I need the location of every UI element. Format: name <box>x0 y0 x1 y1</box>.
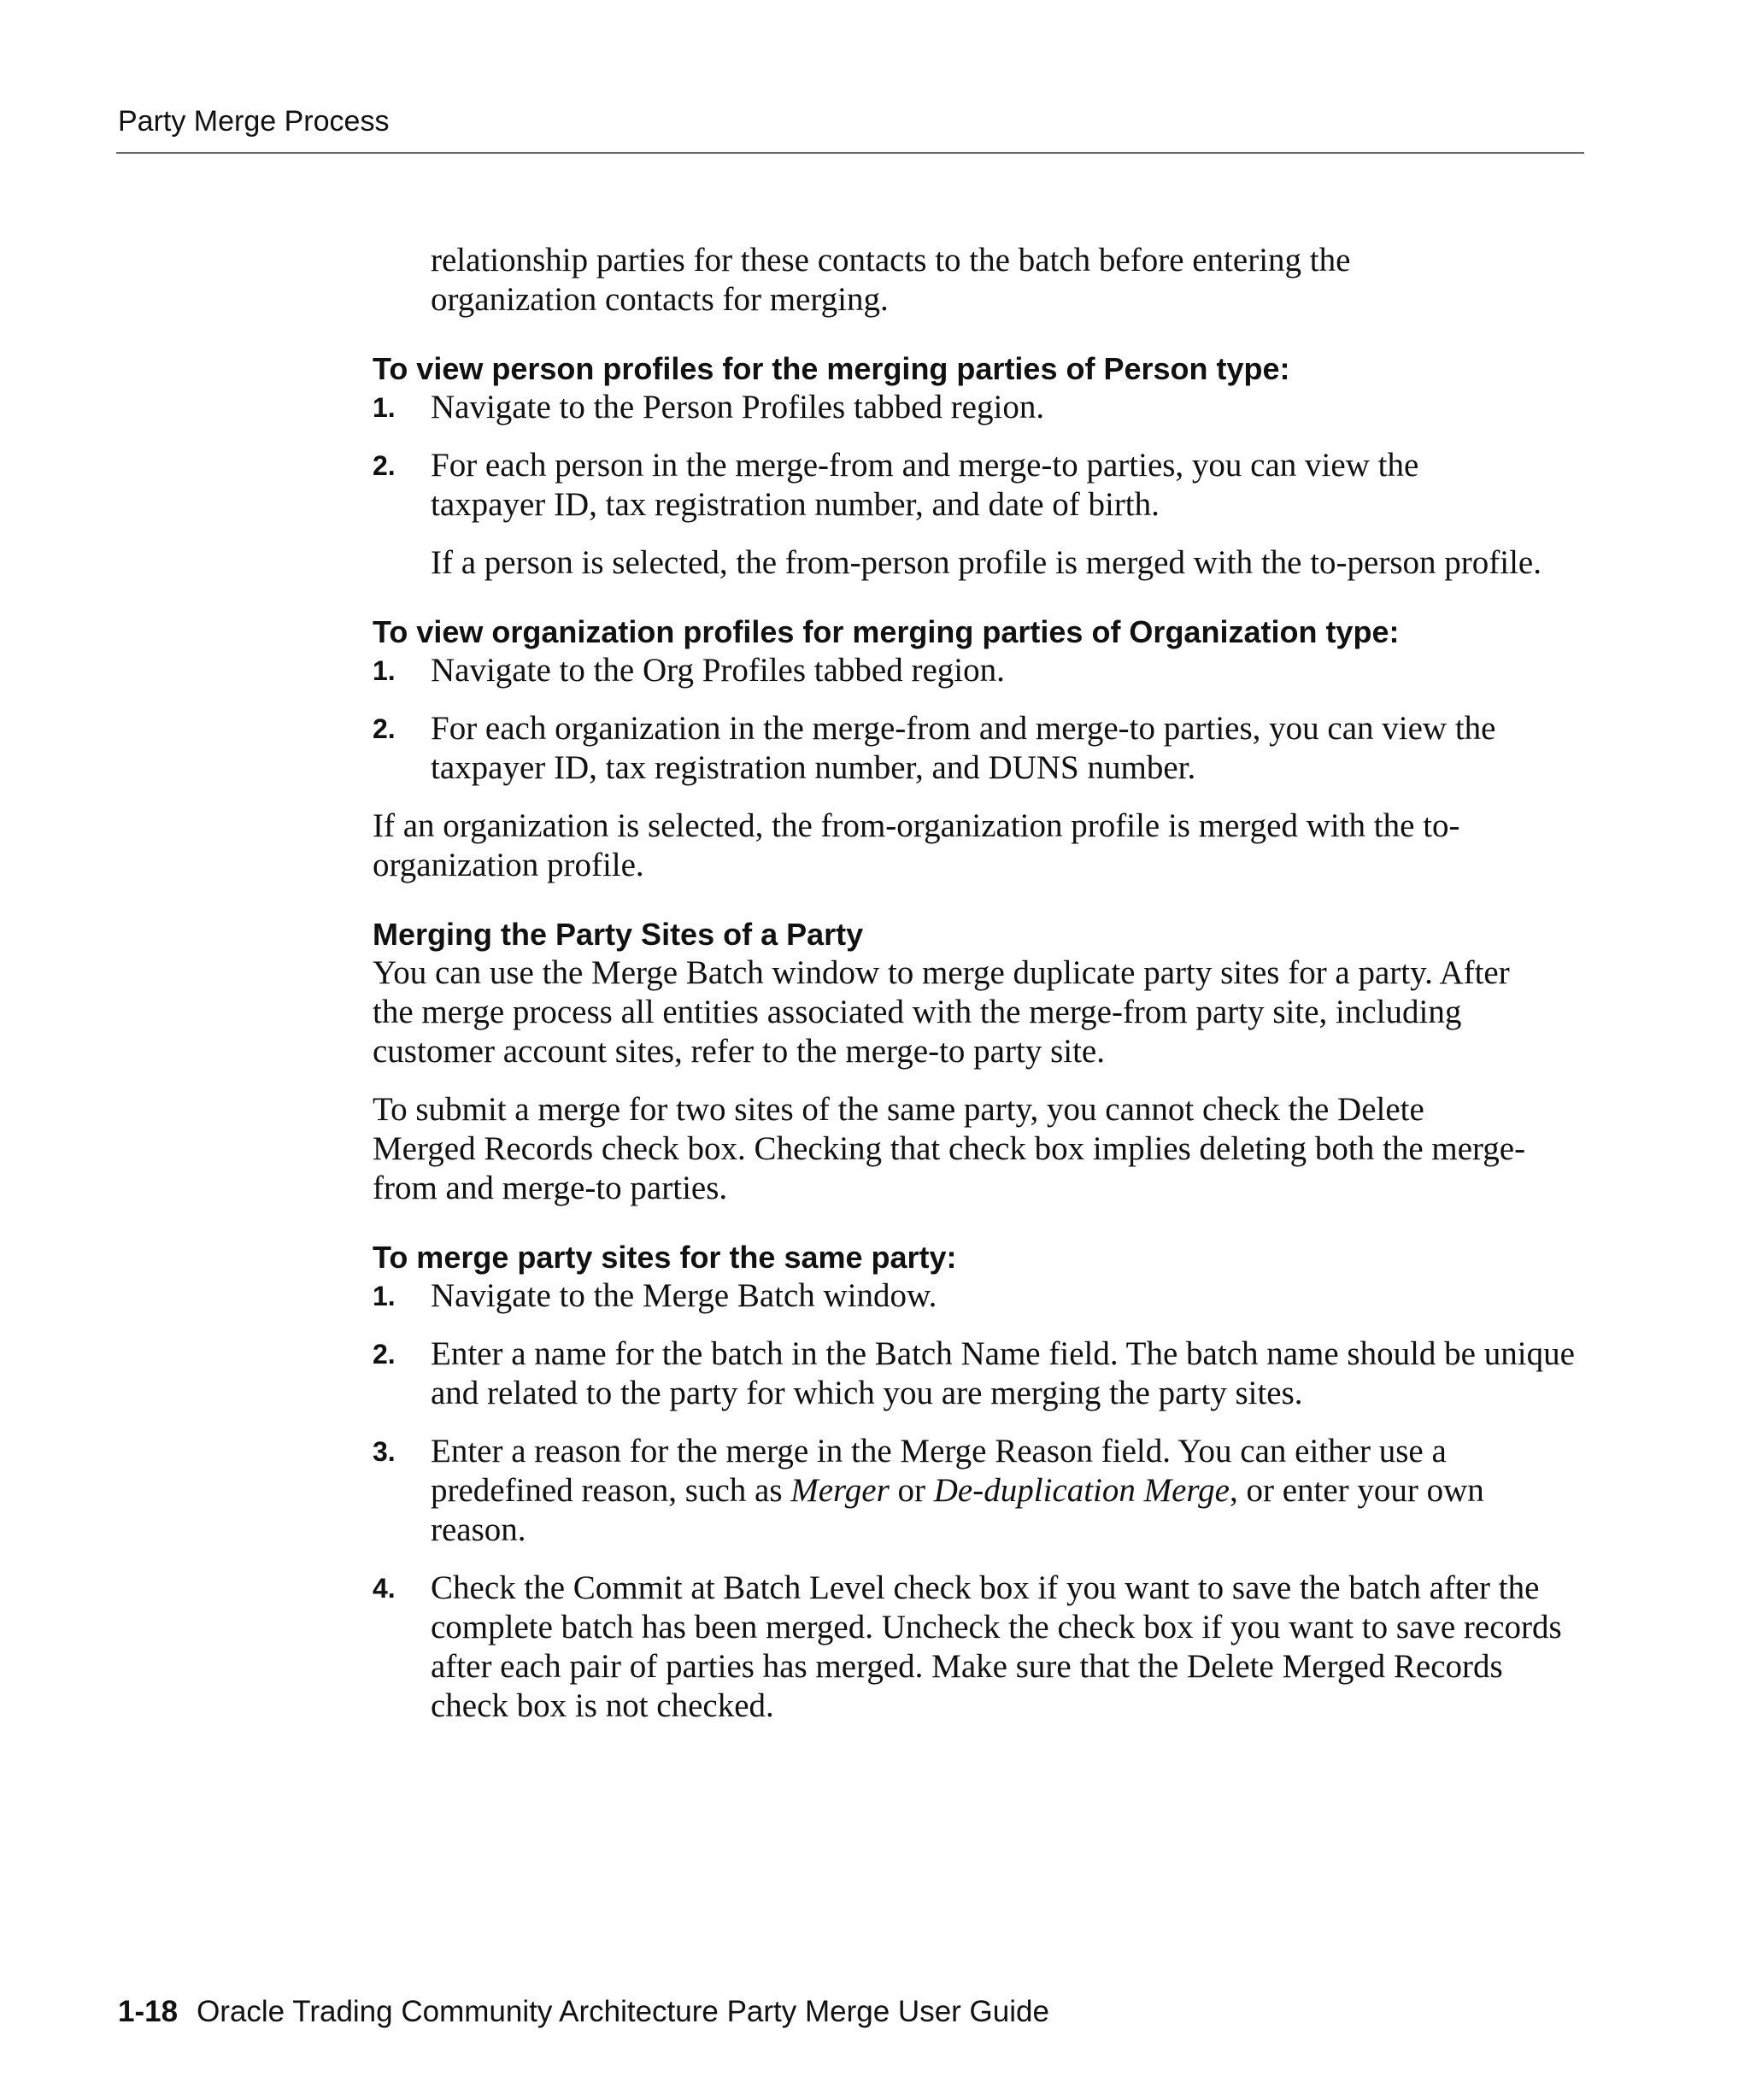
merge-step-4 <box>373 1569 1586 1726</box>
org-step-1 <box>373 651 1586 690</box>
step-text: Navigate to the Merge Batch window. <box>431 1277 937 1314</box>
party-sites-para-2: To submit a merge for two sites of the same party, you cannot check the Delete Merged Records check box. Checking that check box implies deleting both the merge-from and merge-to parties. <box>373 1091 1526 1206</box>
page-content <box>373 241 1586 1726</box>
org-step-2 <box>373 709 1586 788</box>
step-number: 1. <box>373 392 396 423</box>
step-text-part: or <box>889 1472 934 1509</box>
step-number: 2. <box>373 713 396 744</box>
step-text: Navigate to the Person Profiles tabbed region. <box>431 389 1045 425</box>
header-rule <box>116 152 1584 154</box>
org-profiles-heading: To view organization profiles for merging parties of Organization type: <box>373 614 1400 649</box>
step-text: Enter a name for the batch in the Batch Name field. The batch name should be unique and related to the party for which you are merging the party sites. <box>431 1335 1575 1411</box>
intro-continuation: relationship parties for these contacts to the batch before entering the organization contacts for merging. <box>431 242 1351 318</box>
step-text <box>431 1432 1533 1550</box>
merge-step-2 <box>373 1334 1586 1413</box>
intro-continuation-block <box>373 241 1586 320</box>
merge-sites-heading: To merge party sites for the same party: <box>373 1240 957 1275</box>
merge-step-3 <box>373 1432 1586 1550</box>
book-title: Oracle Trading Community Architecture Party Merge User Guide <box>197 1995 1049 2028</box>
step-text-part: , or enter your own reason. <box>431 1472 1484 1548</box>
step-number: 2. <box>373 450 396 481</box>
step-text: Navigate to the Org Profiles tabbed region. <box>431 652 1005 689</box>
step-number: 2. <box>373 1339 396 1370</box>
org-note: If an organization is selected, the from-organization profile is merged with the to-organization profile. <box>373 807 1460 883</box>
step-text: Check the Commit at Batch Level check box if you want to save the batch after the complete batch has been merged. Uncheck the check box if you want to save records after each pair of parties has merged. Make sure that the Delete Merged Records check box is not checked. <box>431 1569 1562 1724</box>
step-text: For each organization in the merge-from and merge-to parties, you can view the taxpayer ID, tax registration number, and DUNS number. <box>431 710 1496 786</box>
reason-example-merger: Merger <box>790 1472 890 1509</box>
step-number: 3. <box>373 1436 396 1467</box>
page-footer <box>118 1994 1049 2030</box>
person-step-1 <box>373 388 1586 427</box>
page-number: 1-18 <box>118 1995 179 2028</box>
step-number: 1. <box>373 1281 396 1311</box>
party-sites-heading: Merging the Party Sites of a Party <box>373 917 864 952</box>
running-header: Party Merge Process <box>118 105 390 138</box>
step-number: 4. <box>373 1573 396 1604</box>
reason-example-dedup: De-duplication Merge <box>933 1472 1230 1509</box>
person-note-block <box>373 543 1586 583</box>
person-note: If a person is selected, the from-person profile is merged with the to-person profile. <box>431 544 1542 581</box>
merge-step-1 <box>373 1276 1586 1316</box>
person-profiles-heading: To view person profiles for the merging parties of Person type: <box>373 351 1290 386</box>
party-sites-para-1: You can use the Merge Batch window to merge duplicate party sites for a party. After the merge process all entities associated with the merge-from party site, including customer account sites, refer to the merge-to party site. <box>373 954 1510 1070</box>
step-text: For each person in the merge-from and merge-to parties, you can view the taxpayer ID, tax registration number, and date of birth. <box>431 447 1419 523</box>
person-step-2 <box>373 446 1586 525</box>
step-number: 1. <box>373 655 396 686</box>
step-text-part: Enter a reason for the merge in the Merge Reason field. You can either use a predefined reason, such as <box>431 1433 1447 1509</box>
